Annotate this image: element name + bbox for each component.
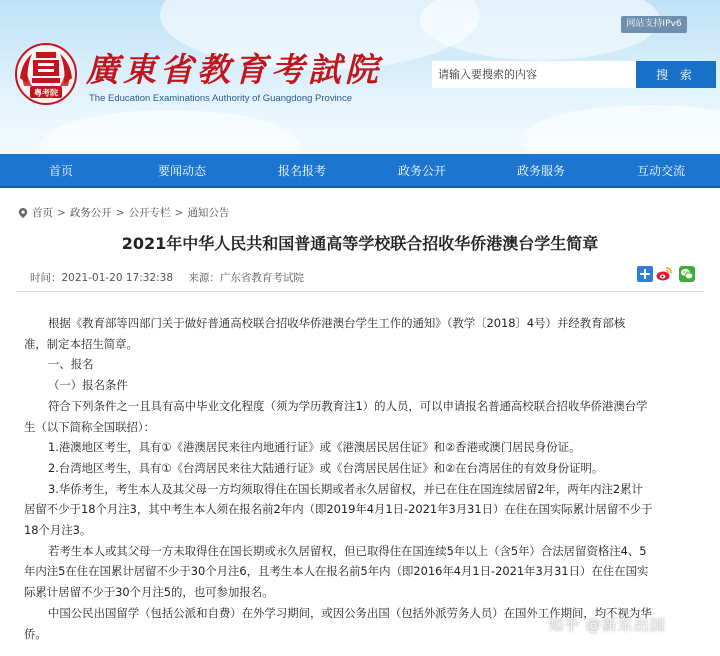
nav-item-registration[interactable]: 报名报考 (278, 164, 327, 178)
share-plus-icon[interactable] (637, 266, 653, 282)
article-paragraph-line: 际累计居留不少于30个月注5的，也可参加报名。 (24, 585, 274, 600)
emblem-text: 粤考院 (34, 87, 58, 98)
article-paragraph-line: 3.华侨考生，考生本人及其父母一方均须取得住在国长期或者永久居留权，并已在住在国连续居留2年，两年内注2累计 (48, 481, 643, 496)
article-content (0, 190, 720, 656)
article-section-heading: 一、报名 (48, 357, 94, 372)
zhihu-watermark: 知乎 @新东出国 (548, 616, 666, 634)
article-paragraph-line: 年内注5在住在国累计居留不少于30个月注6，且考生本人在报名前5年内（即2016年4月1日-2021年3月31日）在住在国实 (24, 564, 649, 579)
site-subtitle: The Education Examinations Authority of Guangdong Province (89, 93, 352, 104)
site-header (0, 0, 720, 154)
article-paragraph-line: 中国公民出国留学（包括公派和自费）在外学习期间，或因公务出国（包括外派劳务人员）在国外工作期间，均不视为华 (48, 605, 652, 620)
article-paragraph-line: 生（以下简称全国联招）： (24, 419, 155, 434)
ipv6-badge: 网站支持IPv6 (621, 16, 687, 33)
article-source: 来源：广东省教育考试院 (188, 272, 304, 284)
breadcrumb-separator: > (57, 206, 66, 219)
weibo-share-icon[interactable] (656, 266, 672, 282)
article-paragraph-line: 根据《教育部等四部门关于做好普通高校联合招收华侨港澳台学生工作的通知》（教学〔2018〕4号）并经教育部核 (48, 316, 626, 330)
header-cloud (520, 105, 720, 154)
article-paragraph-line: 若考生本人或其父母一方未取得住在国长期或永久居留权，但已取得住在国连续5年以上（含5年）合法居留资格注4、5 (48, 543, 647, 558)
breadcrumb (18, 205, 229, 220)
article-paragraph-line: 准，制定本招生简章。 (24, 336, 138, 351)
article-paragraph-line: 2.台湾地区考生，具有①《台湾居民来往大陆通行证》或《台湾居民居住证》和②在台湾居住的有效身份证明。 (48, 460, 604, 475)
nav-item-government-services[interactable]: 政务服务 (517, 164, 566, 178)
article-time: 时间：2021-01-20 17:32:38 (30, 272, 174, 284)
meta-divider (16, 291, 704, 292)
location-pin-icon (18, 208, 28, 218)
article-meta (30, 270, 304, 285)
article-paragraph-line: 1.港澳地区考生，具有①《港澳居民来往内地通行证》或《港澳居民居住证》和②香港或澳门居民身份证。 (48, 440, 581, 455)
main-nav (0, 154, 720, 188)
search-input[interactable] (432, 61, 636, 88)
education-authority-emblem-icon (14, 40, 78, 108)
wechat-share-icon[interactable] (679, 266, 695, 282)
article-subsection-heading: （一）报名条件 (48, 378, 128, 393)
article-title: 2021年中华人民共和国普通高等学校联合招收华侨港澳台学生简章 (121, 234, 599, 253)
nav-item-news[interactable]: 要闻动态 (158, 164, 207, 178)
article-paragraph-line: 侨。 (24, 626, 47, 641)
breadcrumb-public-column[interactable]: 公开专栏 (128, 207, 171, 219)
breadcrumb-separator: > (174, 206, 184, 219)
nav-item-home[interactable]: 首页 (49, 164, 74, 178)
article-paragraph-line: 居留不少于18个月注3，其中考生本人须在报名前2年内（即2019年4月1日-2021年3月31日）在住在国实际累计居留不少于 (24, 502, 653, 517)
search-button[interactable]: 搜 索 (636, 61, 716, 88)
nav-item-interaction[interactable]: 互动交流 (637, 164, 686, 178)
header-cloud (40, 110, 300, 154)
article-paragraph-line: 18个月注3。 (24, 523, 92, 538)
breadcrumb-separator: > (115, 206, 125, 219)
article-paragraph-line: 符合下列条件之一且具有高中毕业文化程度（须为学历教育注1）的人员，可以申请报名普通高校联合招收华侨港澳台学 (48, 398, 648, 413)
breadcrumb-notices[interactable]: 通知公告 (187, 207, 230, 219)
breadcrumb-home[interactable]: 首页 (32, 207, 53, 219)
breadcrumb-government-affairs[interactable]: 政务公开 (69, 207, 112, 219)
nav-item-government-affairs[interactable]: 政务公开 (398, 164, 447, 178)
site-title: 廣東省教育考試院 (86, 50, 382, 89)
article-body (24, 313, 710, 644)
